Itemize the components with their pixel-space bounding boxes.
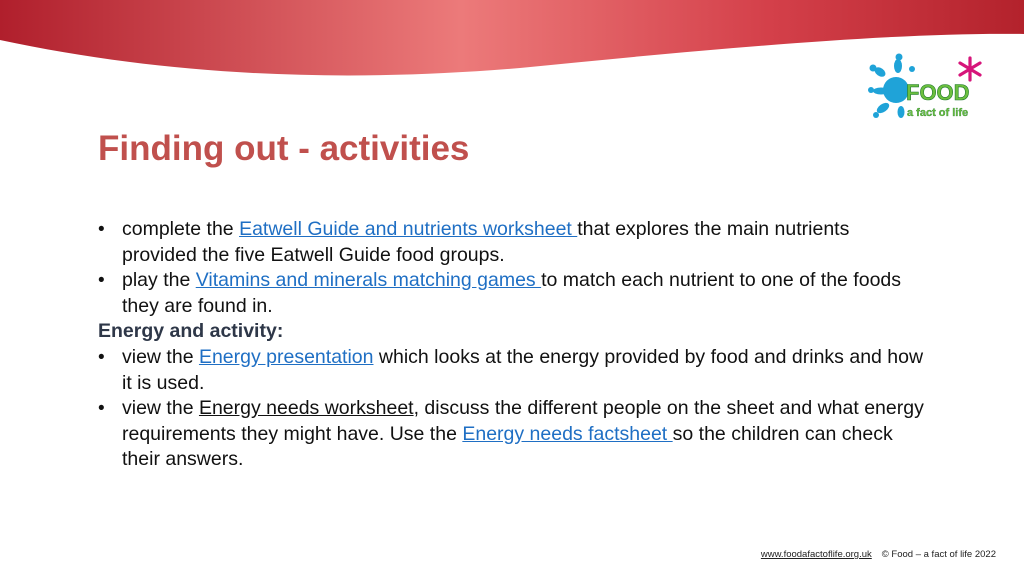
slide-title: Finding out - activities <box>98 129 470 168</box>
eatwell-worksheet-link[interactable]: Eatwell Guide and nutrients worksheet <box>239 218 578 240</box>
bullet-energy-presentation: • view the Energy presentation which looks at the energy provided by food and drinks and how it is used. <box>98 345 924 394</box>
bullet-energy-needs: • view the Energy needs worksheet, discuss the different people on the sheet and what energy requirements they might have. Use the Energy needs factsheet so the children can check their answers. <box>98 397 924 471</box>
energy-presentation-link[interactable]: Energy presentation <box>198 345 374 368</box>
logo-tagline: a fact of life <box>907 107 969 119</box>
food-a-fact-of-life-logo <box>868 52 986 127</box>
bullet-dot: • <box>98 219 105 240</box>
energy-heading: Energy and activity: <box>98 320 284 343</box>
slide-content <box>98 217 928 473</box>
bullet-dot: • <box>98 270 105 292</box>
slide-footer <box>761 549 996 560</box>
vitamins-games-link[interactable]: Vitamins and minerals matching games <box>195 269 542 292</box>
footer-copyright: © Food – a fact of life 2022 <box>881 549 996 560</box>
footer-website-link[interactable]: www.foodafactoflife.org.uk <box>760 549 872 560</box>
bullet-vitamins-games: • play the Vitamins and minerals matching games to match each nutrient to one of the foods they are found in. <box>98 269 902 317</box>
bullet-dot: • <box>98 398 105 420</box>
logo-word: FOOD <box>906 80 970 105</box>
energy-needs-factsheet-link[interactable]: Energy needs factsheet <box>462 422 673 445</box>
bullet-dot: • <box>98 346 105 368</box>
energy-needs-worksheet-link[interactable]: Energy needs worksheet <box>198 397 414 420</box>
asterisk-icon <box>960 58 980 80</box>
bullet-eatwell-worksheet: • complete the Eatwell Guide and nutrients worksheet that explores the main nutrients provided the five Eatwell Guide food groups. <box>98 218 850 266</box>
